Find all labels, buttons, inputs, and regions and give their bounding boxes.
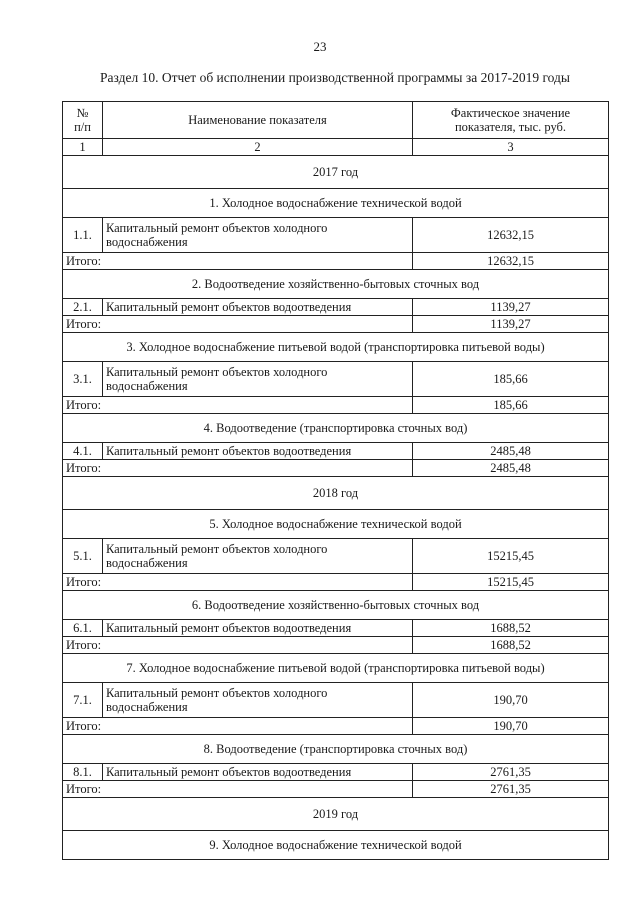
item-name: Капитальный ремонт объектов водоотведения [103, 443, 413, 460]
section-title: 9. Холодное водоснабжение технической водой [63, 831, 609, 860]
section-row [63, 510, 609, 539]
header-value: Фактическое значение показателя, тыс. руб. [413, 102, 609, 139]
total-row [63, 718, 609, 735]
item-row [63, 683, 609, 718]
section-heading: Раздел 10. Отчет об исполнении производственной программы за 2017-2019 годы [100, 70, 570, 85]
total-label: Итого: [63, 460, 413, 477]
total-value: 2761,35 [413, 781, 609, 798]
item-value: 2485,48 [413, 443, 609, 460]
year-row [63, 156, 609, 189]
section-row [63, 654, 609, 683]
page-number: 23 [313, 39, 327, 54]
section-title: 2. Водоотведение хозяйственно-бытовых сточных вод [63, 270, 609, 299]
section-row [63, 189, 609, 218]
item-value: 185,66 [413, 362, 609, 397]
section-row [63, 831, 609, 860]
total-label: Итого: [63, 574, 413, 591]
item-value: 190,70 [413, 683, 609, 718]
item-value: 1139,27 [413, 299, 609, 316]
total-value: 2485,48 [413, 460, 609, 477]
column-numbers-row [63, 139, 609, 156]
section-row [63, 591, 609, 620]
col-number-3: 3 [413, 139, 609, 156]
col-number-2: 2 [103, 139, 413, 156]
section-title: 3. Холодное водоснабжение питьевой водой (транспортировка питьевой воды) [63, 333, 609, 362]
item-number: 5.1. [63, 539, 103, 574]
item-number: 6.1. [63, 620, 103, 637]
year-row [63, 798, 609, 831]
total-row [63, 781, 609, 798]
header-name: Наименование показателя [103, 102, 413, 139]
item-number: 1.1. [63, 218, 103, 253]
section-title: 6. Водоотведение хозяйственно-бытовых сточных вод [63, 591, 609, 620]
item-name: Капитальный ремонт объектов холодного водоснабжения [103, 218, 413, 253]
total-value: 185,66 [413, 397, 609, 414]
total-value: 12632,15 [413, 253, 609, 270]
section-row [63, 414, 609, 443]
item-name: Капитальный ремонт объектов водоотведения [103, 620, 413, 637]
section-title: 7. Холодное водоснабжение питьевой водой (транспортировка питьевой воды) [63, 654, 609, 683]
item-value: 12632,15 [413, 218, 609, 253]
item-row [63, 620, 609, 637]
total-row [63, 574, 609, 591]
year-label: 2018 год [63, 477, 609, 510]
item-name: Капитальный ремонт объектов водоотведения [103, 299, 413, 316]
item-row [63, 362, 609, 397]
section-title: 5. Холодное водоснабжение технической водой [63, 510, 609, 539]
section-title: 1. Холодное водоснабжение технической водой [63, 189, 609, 218]
year-label: 2019 год [63, 798, 609, 831]
item-value: 1688,52 [413, 620, 609, 637]
item-name: Капитальный ремонт объектов холодного водоснабжения [103, 362, 413, 397]
total-row [63, 397, 609, 414]
item-number: 4.1. [63, 443, 103, 460]
header-row [63, 102, 609, 139]
year-label: 2017 год [63, 156, 609, 189]
item-row [63, 443, 609, 460]
total-label: Итого: [63, 253, 413, 270]
item-row [63, 539, 609, 574]
item-row [63, 764, 609, 781]
total-value: 190,70 [413, 718, 609, 735]
item-row [63, 299, 609, 316]
total-label: Итого: [63, 781, 413, 798]
item-value: 2761,35 [413, 764, 609, 781]
item-name: Капитальный ремонт объектов холодного водоснабжения [103, 539, 413, 574]
section-title: 4. Водоотведение (транспортировка сточных вод) [63, 414, 609, 443]
year-row [63, 477, 609, 510]
section-title: 8. Водоотведение (транспортировка сточных вод) [63, 735, 609, 764]
item-number: 7.1. [63, 683, 103, 718]
total-row [63, 460, 609, 477]
total-label: Итого: [63, 718, 413, 735]
report-table [62, 101, 609, 860]
total-label: Итого: [63, 637, 413, 654]
total-value: 15215,45 [413, 574, 609, 591]
item-name: Капитальный ремонт объектов водоотведения [103, 764, 413, 781]
item-number: 8.1. [63, 764, 103, 781]
total-label: Итого: [63, 316, 413, 333]
total-value: 1688,52 [413, 637, 609, 654]
item-value: 15215,45 [413, 539, 609, 574]
section-row [63, 735, 609, 764]
item-row [63, 218, 609, 253]
item-number: 3.1. [63, 362, 103, 397]
col-number-1: 1 [63, 139, 103, 156]
section-row [63, 333, 609, 362]
item-number: 2.1. [63, 299, 103, 316]
item-name: Капитальный ремонт объектов холодного водоснабжения [103, 683, 413, 718]
total-label: Итого: [63, 397, 413, 414]
total-row [63, 253, 609, 270]
header-num: № п/п [63, 102, 103, 139]
total-value: 1139,27 [413, 316, 609, 333]
total-row [63, 316, 609, 333]
section-row [63, 270, 609, 299]
total-row [63, 637, 609, 654]
